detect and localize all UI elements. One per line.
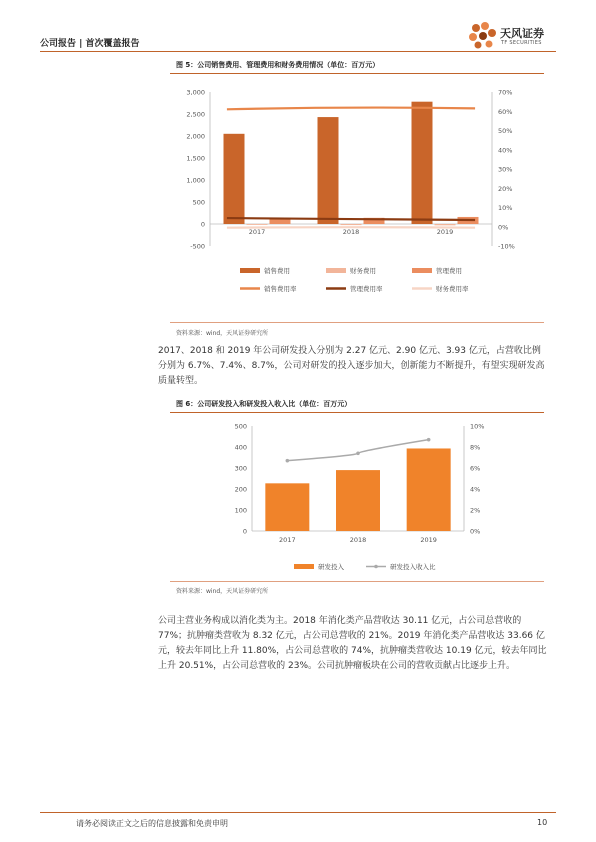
fig6-x-tick-label: 2019 xyxy=(420,536,437,544)
fig6-ratio-point xyxy=(427,438,431,442)
fig5-y2-tick-label: 70% xyxy=(498,88,513,97)
fig5-y-tick-label: 3,000 xyxy=(186,88,205,97)
fig6-ratio-point xyxy=(286,459,290,463)
fig5-y-tick-label: 1,500 xyxy=(186,154,205,163)
fig6-bar xyxy=(336,470,380,531)
logo-english: TF SECURITIES xyxy=(501,40,542,46)
paragraph-rnd: 2017、2018 和 2019 年公司研发投入分别为 2.27 亿元、2.90 亿元、3.93 亿元，占营收比例分别为 6.7%、7.4%、8.7%，公司对研发的投入逐步加大，创新能力不断提升，有望实现研发高质量转型。 xyxy=(158,346,545,386)
fig5-y2-tick-label: 20% xyxy=(498,184,513,193)
fig6-legend-swatch xyxy=(294,564,314,569)
fig5-x-tick-label: 2019 xyxy=(436,228,454,236)
fig6-y2-tick-label: 6% xyxy=(470,464,481,473)
fig5-legend-label: 管理费用 xyxy=(436,267,462,275)
fig6-source: 资料来源：wind，天风证券研究所 xyxy=(176,588,269,595)
fig6-y-tick-label: 100 xyxy=(234,506,247,515)
fig5-bar xyxy=(247,224,268,225)
footer-disclaimer: 请务必阅读正文之后的信息披露和免责申明 xyxy=(76,819,228,828)
fig5-y2-tick-label: 10% xyxy=(498,204,513,212)
fig5-source: 资料来源：wind，天风证券研究所 xyxy=(176,330,269,337)
header-divider xyxy=(40,51,556,52)
fig6-y-tick-label: 400 xyxy=(234,443,247,452)
fig6-y2-tick-label: 0% xyxy=(470,527,481,536)
fig5-legend-label: 财务费用 xyxy=(350,267,376,275)
fig6-x-tick-label: 2018 xyxy=(349,536,367,544)
fig5-y2-tick-label: 50% xyxy=(498,127,513,135)
fig5-bar xyxy=(341,224,362,225)
fig5-y-tick-label: 1,000 xyxy=(186,176,205,185)
fig5-y-tick-label: 2,500 xyxy=(186,110,205,119)
fig5-x-tick-label: 2018 xyxy=(342,228,360,236)
fig5-legend-label: 销售费用 xyxy=(264,267,290,275)
fig6-legend-marker xyxy=(374,565,378,569)
fig6-y2-tick-label: 10% xyxy=(470,422,485,431)
fig5-x-tick-label: 2017 xyxy=(248,228,266,236)
fig6-legend-label: 研发投入 xyxy=(318,563,344,571)
fig5-y-tick-label: 2,000 xyxy=(186,132,205,141)
fig5-legend-label: 财务费用率 xyxy=(436,285,469,293)
fig6-title: 图 6：公司研发投入和研发投入收入比（单位：百万元） xyxy=(176,400,352,408)
fig6-y2-tick-label: 8% xyxy=(470,443,481,452)
paragraph-revenue: 公司主营业务构成以消化类为主。2018 年消化类产品营收达 30.11 亿元，占公司总营收的 77%；抗肿瘤类营收为 8.32 亿元，占公司总营收的 21%。2019 年消化类产品营收达 33.66 亿元，较去年同比上升 11.80%，占公司总营收的 74%，抗肿瘤类营收达 10.19 亿元，较去年同比上升 20.51%，占公司总营收的 23%。公司抗肿瘤板块在公司的营收贡献占比逐步上升。 xyxy=(158,616,547,671)
fig5-bottom-divider xyxy=(170,322,544,323)
fig5-y2-tick-label: 60% xyxy=(498,107,513,116)
fig5-rate-line xyxy=(227,108,475,110)
fig5-legend-swatch xyxy=(240,268,260,273)
fig5-y-tick-label: 500 xyxy=(192,198,205,207)
fig5-y-tick-label: 0 xyxy=(200,220,205,229)
fig6-bottom-divider xyxy=(170,581,544,582)
fig6-y-tick-label: 300 xyxy=(234,464,247,473)
fig6-ratio-point xyxy=(356,452,360,456)
fig6-y-tick-label: 200 xyxy=(234,485,247,494)
fig5-bar xyxy=(435,224,456,225)
report-type: 公司报告 | 首次覆盖报告 xyxy=(40,39,140,49)
page-number: 10 xyxy=(537,818,548,827)
fig5-rate-line xyxy=(227,218,475,220)
fig5-legend-swatch xyxy=(326,268,346,273)
fig6-title-divider xyxy=(170,412,544,413)
fig5-y-tick-label: -500 xyxy=(190,242,205,251)
fig6-y2-tick-label: 4% xyxy=(470,485,481,494)
fig5-bar xyxy=(318,117,339,224)
fig6-chart xyxy=(170,416,544,578)
company-logo-icon xyxy=(466,20,500,50)
fig6-legend-label: 研发投入收入比 xyxy=(390,563,436,571)
fig5-y2-tick-label: 0% xyxy=(498,223,509,232)
fig5-legend-swatch xyxy=(412,268,432,273)
fig5-title-divider xyxy=(170,73,544,74)
fig5-y2-tick-label: 30% xyxy=(498,165,513,174)
fig5-bar xyxy=(412,102,433,224)
fig5-y2-tick-label: 40% xyxy=(498,146,513,155)
fig6-bar xyxy=(407,448,451,531)
fig5-bar xyxy=(224,134,245,224)
fig6-x-tick-label: 2017 xyxy=(279,536,296,544)
fig5-y2-tick-label: -10% xyxy=(498,242,515,251)
fig5-title: 图 5：公司销售费用、管理费用和财务费用情况（单位：百万元） xyxy=(176,61,380,69)
fig5-legend-label: 管理费用率 xyxy=(350,285,383,293)
fig6-bar xyxy=(265,483,309,531)
fig5-legend-label: 销售费用率 xyxy=(264,285,297,293)
fig6-y-tick-label: 500 xyxy=(234,422,247,431)
fig5-chart xyxy=(170,78,544,318)
logo-name: 天风证券 xyxy=(500,27,544,40)
fig6-y2-tick-label: 2% xyxy=(470,506,481,515)
fig6-y-tick-label: 0 xyxy=(242,527,247,536)
footer-divider xyxy=(40,812,556,813)
